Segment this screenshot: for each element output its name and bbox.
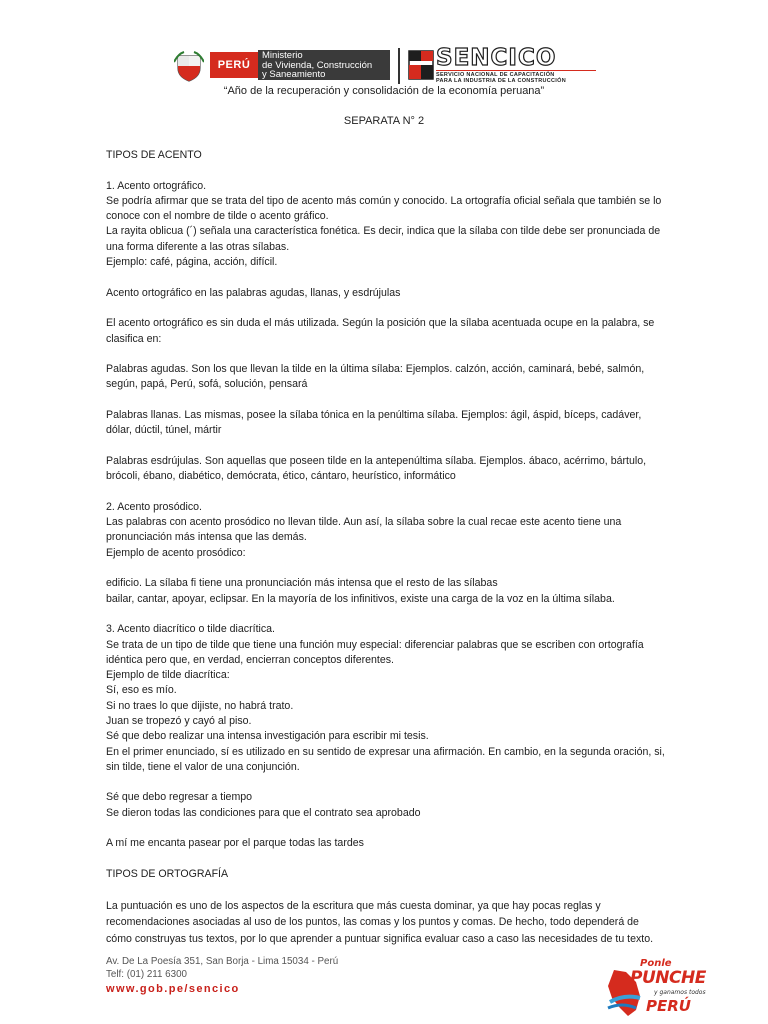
document-title: SEPARATA N° 2 <box>343 115 425 127</box>
paragraph: La rayita oblicua (´) señala una característica fonética. Es decir, indica que la sílaba con tilde debe ser pronunciada de una forma diferente a las otras sílabas. <box>106 225 661 253</box>
example-line: A mí me encanta pasear por el parque todas las tardes <box>106 837 364 850</box>
section-title: 1. Acento ortográfico. <box>106 179 207 192</box>
paragraph: Ejemplo de acento prosódico: <box>106 546 246 559</box>
footer-url[interactable]: www.gob.pe/sencico <box>106 983 240 995</box>
document-body <box>106 148 666 947</box>
sencico-subtitle: SERVICIO NACIONAL DE CAPACITACIÓN <box>436 70 596 78</box>
example-line: Si no traes lo que dijiste, no habrá trato. <box>106 699 294 712</box>
logo-line: PERÚ <box>646 997 691 1015</box>
example-line: Sí, eso es mío. <box>106 684 177 697</box>
example-line: edificio. La sílaba fi tiene una pronunciación más intensa que el resto de las sílabas <box>106 577 498 590</box>
ponle-punche-logo <box>606 958 706 1018</box>
paragraph: El acento ortográfico es sin duda el más utilizada. Según la posición que la sílaba acentuada ocupe en la palabra, se clasifica en: <box>106 317 655 345</box>
paragraph: Ejemplo de tilde diacrítica: <box>106 669 230 682</box>
year-motto: “Año de la recuperación y consolidación de la economía peruana” <box>223 85 545 97</box>
paragraph: Palabras esdrújulas. Son aquellas que poseen tilde en la antepenúltima sílaba. Ejemplos. ábaco, acérrimo, bártulo, brócoli, ébano, diabético, demócrata, ético, cántaro, heurístico, informático <box>106 454 647 483</box>
paragraph: Se podría afirmar que se trata del tipo de acento más común y conocido. La ortografía oficial señala que también se lo conoce con el nombre de tilde o acento gráfico. <box>106 194 662 223</box>
logo-line: y ganamos todos <box>654 989 706 996</box>
sencico-logo <box>436 46 596 84</box>
sencico-emblem-icon <box>408 50 434 80</box>
example-line: Juan se tropezó y cayó al piso. <box>106 714 252 727</box>
section-title: 2. Acento prosódico. <box>106 500 202 513</box>
section-heading: TIPOS DE ACENTO <box>106 149 202 161</box>
paragraph: Se trata de un tipo de tilde que tiene una función muy especial: diferenciar palabras que se escriben con ortografía idéntica pero que, en verdad, encierran conceptos diferentes. <box>106 638 644 666</box>
logo-line: Ponle <box>640 958 672 969</box>
ministry-line: Ministerio <box>262 50 303 61</box>
paragraph: La puntuación es uno de los aspectos de la escritura que más cuesta dominar, ya que hay pocas reglas y recomendaciones asociadas al uso de los puntos, las comas y los puntos y comas. De hecho, todo dependerá de cómo construyas tus textos, por lo que aprender a puntuar significa evaluar caso a caso las necesidades de tu texto. <box>106 899 654 945</box>
paragraph: Palabras agudas. Son los que llevan la tilde en la última sílaba: Ejemplos. calzón, acción, caminará, bebé, salmón, según, papá, Perú, sofá, solución, pensará <box>106 363 645 391</box>
sencico-subtitle: PARA LA INDUSTRIA DE LA CONSTRUCCIÓN <box>436 78 566 84</box>
header-divider <box>398 48 400 84</box>
section-title: 3. Acento diacrítico o tilde diacrítica. <box>106 623 275 636</box>
peru-badge: PERÚ <box>210 52 258 78</box>
ministry-badge <box>258 50 390 80</box>
coat-of-arms-icon <box>174 50 204 82</box>
section-heading: TIPOS DE ORTOGRAFÍA <box>106 867 229 880</box>
paragraph: Palabras llanas. Las mismas, posee la sílaba tónica en la penúltima sílaba. Ejemplos: ágil, áspid, bíceps, cadáver, dólar, dúctil, túnel, mártir <box>106 409 642 437</box>
page-footer <box>106 956 338 996</box>
subsection-title: Acento ortográfico en las palabras agudas, llanas, y esdrújulas <box>106 286 401 299</box>
example-line: bailar, cantar, apoyar, eclipsar. En la mayoría de los infinitivos, existe una carga de la voz en la última sílaba. <box>106 592 615 605</box>
logo-line: PUNCHE <box>630 968 706 988</box>
paragraph: Las palabras con acento prosódico no llevan tilde. Aun así, la sílaba sobre la cual recae este acento tiene una pronunciación más intensa que las demás. <box>106 516 622 544</box>
example-line: Sé que debo realizar una intensa investigación para escribir mi tesis. <box>106 730 429 743</box>
example-line: Sé que debo regresar a tiempo <box>106 791 253 804</box>
footer-phone: Telf: (01) 211 6300 <box>106 968 187 980</box>
paragraph: Ejemplo: café, página, acción, difícil. <box>106 256 278 269</box>
ministry-line: y Saneamiento <box>262 69 326 80</box>
document-header <box>172 46 602 86</box>
paragraph: En el primer enunciado, sí es utilizado en su sentido de expresar una afirmación. En cambio, en la segunda oración, si, sin tilde, tiene el valor de una conjunción. <box>106 745 665 773</box>
ministry-line: de Vivienda, Construcción <box>262 59 373 71</box>
sencico-name: SENCICO <box>436 45 557 71</box>
footer-address: Av. De La Poesía 351, San Borja - Lima 15034 - Perú <box>106 956 339 967</box>
example-line: Se dieron todas las condiciones para que el contrato sea aprobado <box>106 806 421 819</box>
